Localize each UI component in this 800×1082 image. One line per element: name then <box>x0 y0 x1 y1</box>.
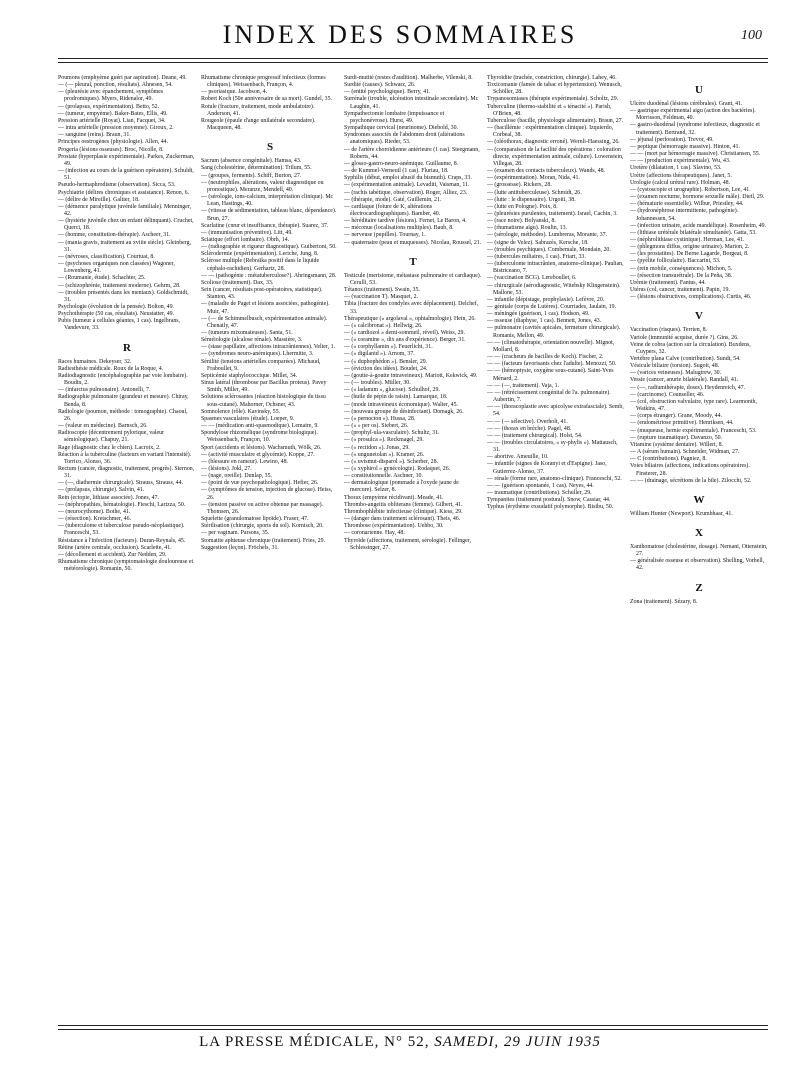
index-entry: — (neurocythome). Bothe, 41. <box>58 508 131 515</box>
index-entry: Tétanos (traitement). Swain, 35. <box>344 287 420 294</box>
index-entry: Tibia (fracture des condyles avec déplacement). Delchef, 33. <box>344 301 479 315</box>
index-entry: Rhumatisme chronique (symptomatologie douloureuse et météorologie). Romanin, 50. <box>58 559 194 573</box>
section-letter: W <box>693 493 705 506</box>
index-entry: — — (facteurs favorisants chez l'adulte). Menozzi, 50. <box>487 361 617 368</box>
index-entry: — jéjunal (perforation). Trevor, 49. <box>630 136 714 143</box>
index-entry: — (prolapsus, expérimentation). Betto, 52. <box>58 103 160 110</box>
index-entry: — dermatologique (pommade à l'oxyde jaune de mercure). Selzer, 8. <box>344 480 459 494</box>
index-entry: — (infarctus pulmonaire). Antonelli, 7. <box>58 387 151 394</box>
index-entry: — (nage, oreille). Dunlap, 35. <box>201 473 272 480</box>
index-entry: Vaccination (risques). Terrien, 8. <box>630 327 708 334</box>
index-entry: Rotule (fracture, traitement, mode ambulatoire). Anderson, 41. <box>201 103 315 117</box>
index-entry: Résistance à l'infection (facteurs). Duran-Reynals, 45. <box>58 537 186 544</box>
index-entry: — glosso-gastro-neuro-anémique. Guillaume, 8. <box>344 160 459 167</box>
index-entry: — quaternaire (peau et muqueuses). Nicolau, Roussel, 21. <box>344 239 482 246</box>
index-entry: Pseudo-hermaphrodisme (observation). Sicca, 53. <box>58 182 176 189</box>
index-entry: — (grossesse). Rickers, 28. <box>487 182 552 189</box>
index-entry: — — (production expérimentale). Wu, 43. <box>630 158 731 165</box>
index-entry: — (« coramine », dix ans d'expérience). Berger, 31. <box>344 337 466 344</box>
index-entry: — (« prosulca »). Reckmagel, 29. <box>344 437 424 444</box>
index-entry: — (valeur en médecine). Barnsch, 26. <box>58 423 148 430</box>
index-entry: — — (cracheurs de bacilles de Koch). Fischer, 2. <box>487 354 604 361</box>
index-entry: — (rein mobile, conséquences). Michon, 5. <box>630 265 733 272</box>
index-entry: Robert Koch (50e anniversaire de sa mort). Gundel, 35. <box>201 96 333 103</box>
index-entry: Rhumatisme chronique progressif infectieux (formes cliniques). Weissenbach, Françon, 4. <box>201 75 326 89</box>
index-entry: — (« pernocton »). Hussa, 28. <box>344 415 416 422</box>
index-entry: — (« rectidon »). Jonas, 29. <box>344 444 410 451</box>
index-entry: — (« digilanid »). Arnom, 37. <box>344 351 415 358</box>
index-entry: — de l'artère choroïdienne antérieure (1 cas). Steegmann, Roberts, 44. <box>344 146 480 160</box>
index-entry: Vitamine (système dentaire). Willert, 8. <box>630 441 724 448</box>
index-entry: — (comparaison de la facilité des opérations : coloration directe, expérimentation animale, culture). Lowenstein, Villegas, 28. <box>487 146 624 167</box>
index-entry: Typhus (érythème exsudatif polymorphe). Bisibu, 50. <box>487 504 614 511</box>
index-entry: Uretère (dilatation, 1 cas). Slavino, 53. <box>630 165 722 172</box>
index-entry: — (les prostatites). De Berne Lagarde, Borgeat, 8. <box>630 251 749 258</box>
index-entry: Vessie (cancer, anurie bilatérale). Randall, 41. <box>630 377 739 384</box>
index-entry: Races humaines. Dekeyser, 32. <box>58 358 132 365</box>
index-entry: Utérus (col, cancer, traitement). Papin, 19. <box>630 287 730 294</box>
index-entry: — (carcinome). Counseller, 46. <box>630 391 705 398</box>
index-entry: — (néphropathies, hématologie). Fieschi, Larizza, 50. <box>58 501 186 508</box>
section-letter: S <box>266 141 274 154</box>
index-entry: — (—, diathermie chirurgicale). Strauss, Strauss, 44. <box>58 480 184 487</box>
index-entry: — (— troubles). Müller, 30. <box>344 380 411 387</box>
index-entry: — (tuberculome et tuberculose pseudo-néoplastique). Franceschi, 53. <box>58 523 185 537</box>
index-entry: Radiologie (poumon, méthode : tomographie). Chaoul, 26. <box>58 408 188 422</box>
index-entry: Psychiatrie (délires chroniques et assistance). Renon, 6. <box>58 189 190 196</box>
index-entry: — (rhumatisme aigu). Roulin, 13. <box>487 225 568 232</box>
index-entry: — rénale (forme rare, anatomo-clinique). Franceschi, 52. <box>487 475 622 482</box>
index-entry: — (« ungunetolan »). Kramer, 26. <box>344 451 425 458</box>
index-entry: Trypanosomiases (thérapie expérimentale). Scholtz, 29. <box>487 96 619 103</box>
index-entry: Sclérodermie (expérimentation). Leriche, Jung, 8. <box>201 251 319 258</box>
index-entry: — gastrique expérimental aigu (action des bactéries). Morrisson, Feldman, 40. <box>630 108 756 122</box>
index-entry: — (col, obstruction valvulaire, type rare). Learmonth, Watkins, 47. <box>630 398 757 413</box>
index-entry: — (activité musculaire et glycémie). Koppe, 27. <box>201 451 315 458</box>
index-entry: — (danger dans traitement sclérosant). Theis, 46. <box>344 516 461 523</box>
index-entry: Surrénale (trouble, ulcération intestinale secondaire). Mc Laughin, 41. <box>344 96 479 110</box>
index-entry: — (signe de Velez). Sabrazès, Kersche, 18. <box>487 239 589 246</box>
index-entry: — (point de vue psychopathologique). Hefter, 26. <box>201 480 319 487</box>
index-entry: — (tension passive ou active obtenue par massage). Thomsen, 26. <box>201 501 324 515</box>
index-entry: — (expérimentation animale). Levaditi, Vaisman, 11. <box>344 182 470 189</box>
index-column-5 <box>630 75 768 606</box>
index-entry: Scarlatine (cœur et insuffisance, thérapie). Suarez, 37. <box>201 222 329 229</box>
index-entry: — (prophyl-ula-vasculaire). Schultz, 31. <box>344 430 440 437</box>
index-entry: — (éviction des idées). Boudet, 24. <box>344 365 428 372</box>
index-entry: — (entité psychologique). Berry, 41. <box>344 89 431 96</box>
index-entry: — (pleurésie avec épanchement, symptômes prodromiques). Myers, Ridenalor, 49. <box>58 89 164 103</box>
index-entry: Tuberculine (thermo-stabilité et « ténacité »). Parish, O'Brien, 48. <box>487 103 612 117</box>
page-number: 100 <box>741 28 762 43</box>
index-entry: — (corps étranger). Grane, Moody, 44. <box>630 413 723 420</box>
index-entry: — (tumeur, empyème). Baker-Bates, Ellis, 49. <box>58 110 168 117</box>
index-entry: Sinus latéral (thrombose par Bacillus proteus). Pavey Smith, Miller, 49. <box>201 380 327 394</box>
index-entry: — généralisée osseuse et observation). Shelling, Vorhell, 42. <box>630 558 765 572</box>
index-entry: — — (thoracoplastie avec apicolyse extrafasciale). Semb, 54. <box>487 404 624 418</box>
index-entry: — (« calcibronat »). Hellwig, 26. <box>344 322 423 329</box>
index-entry: Urèmie (traitement). Fantus, 44. <box>630 279 706 286</box>
index-entry: — (tumeurs mixomateuses). Santa, 51. <box>201 330 293 336</box>
index-entry: Sport (accidents et lésions). Wachsmuth, Wölk, 26. <box>201 444 322 451</box>
index-entry: — (« xyphirol » gynécologie). Rodaquet, 26. <box>344 465 451 472</box>
section-letter: U <box>695 84 703 96</box>
journal-footer <box>0 1034 800 1051</box>
index-entry: — (tuberculome intracrânien, anatomo-clinique). Paulian, Bistriceano, 7. <box>487 261 624 275</box>
index-entry: — (tubercules miliaires, 1 cas). Friart, 33. <box>487 253 586 260</box>
index-entry: — sanguine (reins). Braun, 31. <box>58 132 131 139</box>
index-entry: Syphilis (début, emploi abusif du bismuth). Craps, 33. <box>344 175 472 182</box>
index-entry: Vertèbre plana Calve (contribution). Sundt, 54. <box>630 356 741 362</box>
index-entry: Stérilisation (chirurgie, sports du sol). Kornisch, 20. <box>201 523 324 530</box>
index-column-4 <box>487 75 625 512</box>
index-entry: Thrombo-angeitis obliterans (femme). Gilbert, 41. <box>344 501 463 508</box>
index-entry: — (neutrophiles, altérations, valeur diagnostique ou pronostique). Meranze, Mendell, 40. <box>201 179 324 193</box>
index-entry: — pulmonaire (cavités apicales, fermeture chirurgicale). Romanis, Mellon, 49. <box>487 325 621 339</box>
index-entry: — (pleurésies purulentes, traitement). Israel, Cachin, 3. <box>487 210 618 217</box>
index-entry: — — (mort par hémorragie massive). Christiansen, 55. <box>630 151 761 158</box>
index-entry: — (maladie de Paget et lésions associées, pathogénie). Muir, 47. <box>201 301 330 315</box>
index-entry: — (troubles présentés dans les mentaux). Goldschmidt, 31. <box>58 289 189 303</box>
index-entry: Thyroïdite (trachée, constriction, chirurgie). Lahey, 46. <box>487 75 617 81</box>
index-entry: Suggestion (leçon). Fröchels, 31. <box>201 544 279 551</box>
index-entry: — infantile (dépistage, prophylaxie). Lefèvre, 20. <box>487 296 605 303</box>
index-entry: Vésicule biliaire (torsion). Sugoit, 48. <box>630 363 720 370</box>
index-entry: — (bacillémie : expérimentation clinique). Izquierdo, Corbeal, 38. <box>487 125 614 139</box>
section-letter: R <box>123 341 131 354</box>
index-entry: — infantile (signes de Koranyi et d'Espigne). Jaso, Gutierrez-Alonso, 37. <box>487 461 607 475</box>
index-entry: — (varices veineuses). Malugirew, 30. <box>630 370 722 377</box>
index-column-3 <box>344 75 482 552</box>
index-entry: — psoriasique. Jacobson, 4. <box>201 89 268 96</box>
index-entry: — de Kummel-Verneuil (1 cas). Fluriau, 18. <box>344 168 449 175</box>
index-entry: Radiographie pulmonaire (grandeur et mesure). Chiray, Benda, 8. <box>58 394 189 408</box>
index-entry: Rectum (cancer, diagnostic, traitement, progrès). Sternon, 31. <box>58 465 195 480</box>
index-entry: Sympathique cervical (neurinome). Diebold, 30. <box>344 125 459 132</box>
index-entry: — (goutte-à-goutte intraveineux). Mariott, Kekwick, 49. <box>344 372 478 379</box>
index-entry: Spasmes vasculaires (étude). Loeper, 9. <box>201 415 295 422</box>
index-entry: — (stase papillaire, affections intracrâniennes). Velter, 1. <box>201 344 335 351</box>
page-title: INDEX DES SOMMAIRES <box>222 20 578 49</box>
index-entry: — (— pleural, ponction, résultats). Ahnesen, 54. <box>58 82 173 89</box>
index-entry: — (blessure en rameur). Lewino, 48. <box>201 458 289 465</box>
index-entry: Voies biliaires (affections, indications opératoires). Finsterer, 28. <box>630 463 750 477</box>
index-entry: — (délire de Mireille). Galtier, 18. <box>58 196 140 203</box>
index-entry: Solutions sclérosantes (réaction histologique du tissu sous-cutané). Mahorner, Ochsner, 43. <box>201 394 326 408</box>
index-entry: — (endométriose primitive). Henriksen, 44. <box>630 420 734 427</box>
index-entry: Surdi-mutité (restes d'audition). Malherbe, Vilenski, 8. <box>344 75 473 81</box>
index-entry: — — (troubles circulatoires, « sy-phylis »). Mattausch, 31. <box>487 439 618 454</box>
index-entry: — coronarienne. Hay, 48. <box>344 530 405 537</box>
index-entry: Toxicomanie (famée de tabac et hypertension). Wenusch, Schöller, 28. <box>487 82 622 96</box>
index-entry: — (rachis tabétique, observation). Roger, Alliez, 23. <box>344 189 468 196</box>
index-entry: Zona (traitement). Sézary, 8. <box>630 598 698 605</box>
footer-date: 29 JUIN <box>503 1034 563 1050</box>
index-entry: — intra artérielle (pression moyenne). Giroux, 2. <box>58 125 174 132</box>
index-entry: — A (sérum humain). Schneider, Widman, 27. <box>630 449 740 456</box>
index-entry: — (« uvismut-disparol »). Scherber, 28. <box>344 458 438 465</box>
index-entry: — (Roumanie, étude). Schachter, 25. <box>58 275 146 282</box>
section-letter: V <box>695 310 703 323</box>
index-entry: Urologie (calcul urétral rare). Holman, 48. <box>630 179 731 186</box>
index-entry: Rétine (artère centrale, occlusion). Scarlette, 41. <box>58 544 172 551</box>
index-entry: — (pyélite folliculaire). Baccarini, 53. <box>630 258 721 265</box>
index-entry: — — (— sélective). Overholt, 41. <box>487 418 568 425</box>
index-entry: Pression artérielle (Royat). Lian, Facquet, 34. <box>58 117 166 124</box>
index-entry: — (vaccination BCG). Lereboullet, 6. <box>487 275 577 282</box>
index-entry: — (— de Schimmelbusch, expérimentation animale). Chenatly, 47. <box>201 315 328 329</box>
index-entry: Sclérose multiple (Rebraïka positif dans le liquide céphalo-rachidien). Gerhartz, 28. <box>201 258 320 272</box>
index-entry: Pubis (tumeur à cellules géantes, 1 cas). Ingelbrans, Vandevure, 33. <box>58 318 181 332</box>
index-entry: Spondylose rhizomélique (syndrome biologique). Weissenbach, Françon, 10. <box>201 430 318 444</box>
section-letter: T <box>409 255 417 268</box>
index-entry: Septicémie staphylococcique. Millet, 34. <box>201 372 298 379</box>
index-entry: — (« duphophédon »). Bensler, 29. <box>344 358 428 365</box>
index-entry: — (groupes, ferments). Schiff, Burton, 27. <box>201 172 302 179</box>
index-entry: Prostate (hyperplasie expérimentale). Parkes, Zuckerman, 49. <box>58 153 195 167</box>
index-entry: — — (guérison spontanée, 1 cas). Neyes, 44. <box>487 482 594 489</box>
index-entry: — (troubles psychiques). Combemale, Mondain, 20. <box>487 246 611 253</box>
index-column-2 <box>201 75 339 552</box>
index-entry: — — (thorax en brèche). Pagel, 48. <box>487 425 572 432</box>
index-entry: — abortive. Ameuille, 10. <box>487 454 549 461</box>
index-entry: Réaction à la tuberculine (facteurs en variant l'intensité). Torrico, Alonso, 36. <box>58 451 192 465</box>
index-entry: — génitale (corps de Lutères). Courriades, Jaulain, 19. <box>487 304 617 310</box>
index-entry: — (mania gravis, traitement au xviiie siècle). Gleinberg, 31. <box>58 239 192 253</box>
index-entry: Syndromes associés de l'abdomen droit (altérations anatomiques). Rieder, 53. <box>344 132 465 146</box>
footer-year: 1935 <box>566 1034 601 1050</box>
index-entry: — (lutte antituberculeuse). Schmidt, 26. <box>487 189 582 196</box>
index-entry: — (examen des contacts tuberculeux). Wands, 48. <box>487 168 606 175</box>
index-entry: — (« » per os). Siebert, 26. <box>344 423 409 430</box>
index-entry: — (résection transurétrale). De la Peña, 38. <box>630 272 733 279</box>
index-entry: — nerveuse (pupilles). Tournay, 1. <box>344 232 426 239</box>
index-entry: — (vitesse de sédimentation, tableau blanc, dépendance). Brun, 27. <box>201 208 337 222</box>
index-entry: Squelette (granulomatose lipoïde). Fraser, 47. <box>201 516 309 523</box>
index-entry: — (hématurie essentielle). Wilbur, Priestley, 44. <box>630 201 744 208</box>
index-entry: — — (traitement chirurgical). Holst, 54. <box>487 432 583 439</box>
index-entry: — cardiaque (foïure de K, altérations électrocardiographiques). Bamber, 40. <box>344 203 441 217</box>
index-entry: — — (rétrécissement congénital de l'a. pulmonaire). Aubertin, 7. <box>487 389 611 404</box>
index-entry: — (sérologie, ions-calcium, interprétation clinique). Mc Lean, Hastings, 40. <box>201 194 334 208</box>
index-entry: — (« ladanum », glucose). Schulhof, 29. <box>344 387 440 394</box>
index-entry: Rein (ectopie, lithiase associée). Jones, 47. <box>58 494 159 501</box>
index-entry: — (infection au cours de la guérison opératoire). Schuldt, 51. <box>58 168 194 182</box>
index-entry: — (cystoscopie et urographie). Robertson, Lee, 41. <box>630 186 751 193</box>
index-entry: — (muqueuse, hernie expérimentale). Franceschi, 53. <box>630 427 757 434</box>
index-entry: Progeria (lésions osseuses). Broc, Nicolle, 8. <box>58 146 164 153</box>
index-entry: Radiesthésie médicale. Roux de la Roque, 4. <box>58 365 164 372</box>
index-entry: — gastro-duodénal (syndrome infectieux, diagnostic et traitement). Bertrand, 32. <box>630 122 760 136</box>
index-entry: Psychologie (évolution de la pensée). Bolton, 49. <box>58 304 174 310</box>
index-entry: — (race noire). Bolyanski, 8. <box>487 218 556 225</box>
index-entry: — (sérologie, méthodes). Lumbreras, Morante, 37. <box>487 232 608 239</box>
index-entry: Sang (cholestérine, détermination). Trilum, 55. <box>201 165 312 172</box>
index-entry: — (psychoses organiques non classées) Wagoner, Lowenberg, 41. <box>58 261 175 275</box>
index-entry: — (résection). Kretschmer, 46. <box>58 516 132 523</box>
index-entry: Thrombose (expérimentation). Uehbo, 30. <box>344 523 444 530</box>
index-entry: Stomatite aphteuse chronique (traitement). Fries, 29. <box>201 537 325 544</box>
index-entry: — (schizophrénie, traitement moderne). Gehrm, 28. <box>58 282 181 289</box>
index-entry: Sympathectomie lombaire (impuissance et psychonévrose). Hurst, 49. <box>344 110 445 124</box>
index-entry: — (hydronéphrose intermittente, pathogénie). Johannessen, 54. <box>630 208 739 222</box>
index-entry: — (hystérie juvénile chez un enfant délinquant). Cruchet, Querci, 18. <box>58 218 194 232</box>
index-entry: Surdité (causes). Schwarz, 26. <box>344 82 416 89</box>
index-entry: Séméiologie (alcalose rénale). Massière, 3. <box>201 337 303 344</box>
index-entry: Sein (cancer, résultats post-opératoires, statistique). Stanton, 43. <box>201 287 323 301</box>
index-entry: — — (médication anti-spasmodique). Lemaire, 9. <box>201 423 319 430</box>
index-entry: — — (—, traitement). Vaja, 1. <box>487 382 560 389</box>
index-entry: — traumatique (contributions). Schuller, 29. <box>487 490 592 497</box>
index-entry: — méningée (guérison, 1 cas). Hodson, 49. <box>487 311 590 318</box>
index-entry: Rage (diagnostic chez le chien). Lacroix, 2. <box>58 444 161 451</box>
index-entry: — (lutte en Pologne). Poix, 8. <box>487 203 558 210</box>
index-entry: Sénilité (tensions artérielles comparées). Michaud, Fraboullet, 9. <box>201 358 321 372</box>
index-entry: — (expérimentation). Moran, Nida, 41. <box>487 175 580 182</box>
index-entry: Thyroïde (affections, traitement, sérologie). Fellinger, Schlessinger, 27. <box>344 537 471 551</box>
footer-day: SAMEDI, <box>434 1034 500 1050</box>
index-entry: Principes oestrogènes (physiologie). Allen, 44. <box>58 139 169 146</box>
index-entry: — (néphrolithiase cystinique). Herman, Lee, 41. <box>630 236 745 243</box>
footer-rule <box>58 1025 768 1030</box>
index-entry: Xanthomatose (cholestérine, dosage). Nemani, Ottenstein, 27. <box>630 543 768 558</box>
index-entry: Radiodiagnostic (encéphalographie par voie lombaire). Boudin, 2. <box>58 372 188 387</box>
index-entry: — héréditaire tardive (lésions). Fernet, Le Baron, 4. <box>344 218 467 225</box>
index-entry: — (mode intraveineux économique). Walter, 45. <box>344 401 459 408</box>
index-entry: Radioscopie (décentrement pylorique, valeur sémiologique). Chapuy, 21. <box>58 430 164 444</box>
index-entry: Sacrum (absence congénitale). Hamsa, 43. <box>201 158 302 165</box>
index-entry: — (rupture traumatique). Davanzo, 50. <box>630 434 723 441</box>
index-entry: — (homme, constitution-thérapie). Ascheer, 31. <box>58 232 171 239</box>
section-letter: Z <box>695 581 703 594</box>
index-entry: Somnolence (rôle). Kavinsky, 55. <box>201 408 281 415</box>
index-entry: — — (pathogénie : métatuberculose?). Ahringsmann, 28. <box>201 272 337 279</box>
index-entry: — constitutionnelle. Aschner, 10. <box>344 473 423 480</box>
index-entry: — (infection urinaire, acide mandélique). Rosenheim, 49. <box>630 222 767 229</box>
index-entry: — osseuse (diaphyse, 1 cas). Bennett, Jones, 43. <box>487 318 602 325</box>
index-entry: — (nouveau groupe de désinfectant). Domagk, 26. <box>344 408 464 415</box>
index-entry: — (oléothorax, diagnostic erroné). Wernli-Haessing, 26. <box>487 139 620 146</box>
index-entry: — (phlegmons diffus, origine urinaire). Marion, 2. <box>630 244 750 251</box>
index-entry: — (lésions obstructives, complications). Curtis, 46. <box>630 294 752 301</box>
index-entry: Poumons (emphyème guéri par aspiration). Deane, 49. <box>58 75 187 81</box>
index-entry: — (radiographie et rigueur diagnostique). Guibertoni, 50. <box>201 244 337 251</box>
index-entry: Sciatique (effort lombaire). Obrh, 14. <box>201 236 290 243</box>
index-entry: — (« corphyllamin »). Feuerlicht, 31. <box>344 344 433 351</box>
index-entry: — (thérapie, mode). Gaté, Guillemin, 21. <box>344 196 442 203</box>
index-entry: — per vaginam. Parsons, 35. <box>201 530 270 537</box>
index-entry: Thorax (empyème récidivant). Meade, 41. <box>344 494 444 501</box>
index-entry: — (démence paralytique juvénile familiale). Menninger, 42. <box>58 203 192 217</box>
index-entry: — C (contributions). Pagniez, 8. <box>630 456 707 463</box>
index-entry: Rougeole (épaule d'ange unilatérale secondaire). Macqueen, 48. <box>201 117 316 132</box>
index-entry: Thérapeutique (« argolaval », ophtalmologie). Hein, 26. <box>344 315 476 322</box>
index-entry: — — (climatothérapie, orientation nouvelle). Mignot, Mollard, 8. <box>487 339 615 353</box>
index-entry: — méconue (localisations multiples). Baub, 8. <box>344 225 454 232</box>
footer-journal: LA PRESSE MÉDICALE, <box>199 1034 380 1050</box>
index-entry: — (lutte : le dispensaire). Urgoiti, 38. <box>487 196 576 203</box>
index-entry: Veine de cobra (action sur la circulation). Buxdens, Cuypers, 32. <box>630 341 751 355</box>
index-entry: Testicule (meristome, métastase pulmonaire et cardiaque). Cerulli, 53. <box>344 272 482 286</box>
section-letter: X <box>695 526 703 539</box>
index-entry: — (lithiase urétérale bilatérale simultanée). Gatta, 53. <box>630 229 757 236</box>
index-entry: — (symptômes de tension, injection de glucose). Heiss, 26. <box>201 487 333 501</box>
index-entry: — (lésions). Jokl, 27. <box>201 465 252 472</box>
index-entry: Ulcère duodénal (lésions cérébrales). Grant, 41. <box>630 101 743 107</box>
index-entry: — (prolapsus, chirurgie). Salvin, 41. <box>58 487 145 494</box>
index-entry: — (—, radiumthérapie, doses). Heydenreich, 47. <box>630 384 746 391</box>
index-entry: Variole (immunité acquise, durée ?). Gins, 26. <box>630 334 739 341</box>
index-entry: — peptique (hémorragie massive). Hinton, 41. <box>630 143 740 150</box>
index-entry: Psychothérapie (50 cas, résultats). Neustatter, 49. <box>58 311 175 318</box>
index-entry: Tympanites (traitement postural). Snow, Cassiar, 44. <box>487 497 611 504</box>
index-entry: — (examen nocturne, hormone sexuelle mâle). Dietl, 29. <box>630 194 765 201</box>
index-entry: — (« cardiozol » demi-sommeil, réveil). Weiss, 29. <box>344 330 465 336</box>
index-entry: William Hunter (Newport). Krumbhaar, 41. <box>630 510 733 517</box>
index-entry: Urètre (affections thérapeutiques). Janet, 5. <box>630 172 732 179</box>
index-entry: — (syndromes neuro-anémiques). Lhermitte, 3. <box>201 351 314 358</box>
index-entry: — (vaccination T). Masquet, 2. <box>344 294 418 301</box>
index-entry: — — (drainage, sécrétions de la bile). Zilocchi, 52. <box>630 477 752 484</box>
header-rule <box>58 58 768 63</box>
index-entry: Scoliose (traitement). Dax, 33. <box>201 279 274 286</box>
index-entry: Thrombophlébite infectieuse (clinique). Kiess, 29. <box>344 508 463 515</box>
index-entry: — chirurgicale (aérodiagnostic, Witebsky Klingenstein). Mallone, 53. <box>487 282 621 296</box>
index-entry: — (névroses, classification). Courtuat, 8. <box>58 253 155 260</box>
index-column-1 <box>58 75 196 573</box>
index-entry: — (immunisation préventive). Litt, 49. <box>201 229 293 236</box>
index-entry: Tuberculose (bacille, physiologie alimentaire). Braun, 27. <box>487 117 624 124</box>
index-entry: — (huile de pépin de raisin). Lamarque, 18. <box>344 394 448 401</box>
footer-issue: N° 52, <box>384 1034 430 1050</box>
index-entry: — (décollement et accident). Zur Nedden, 29. <box>58 551 167 558</box>
index-entry: — — (hémoptysie, oxygène sous-cutané). Saint-Yves Ménard, 2. <box>487 368 614 382</box>
